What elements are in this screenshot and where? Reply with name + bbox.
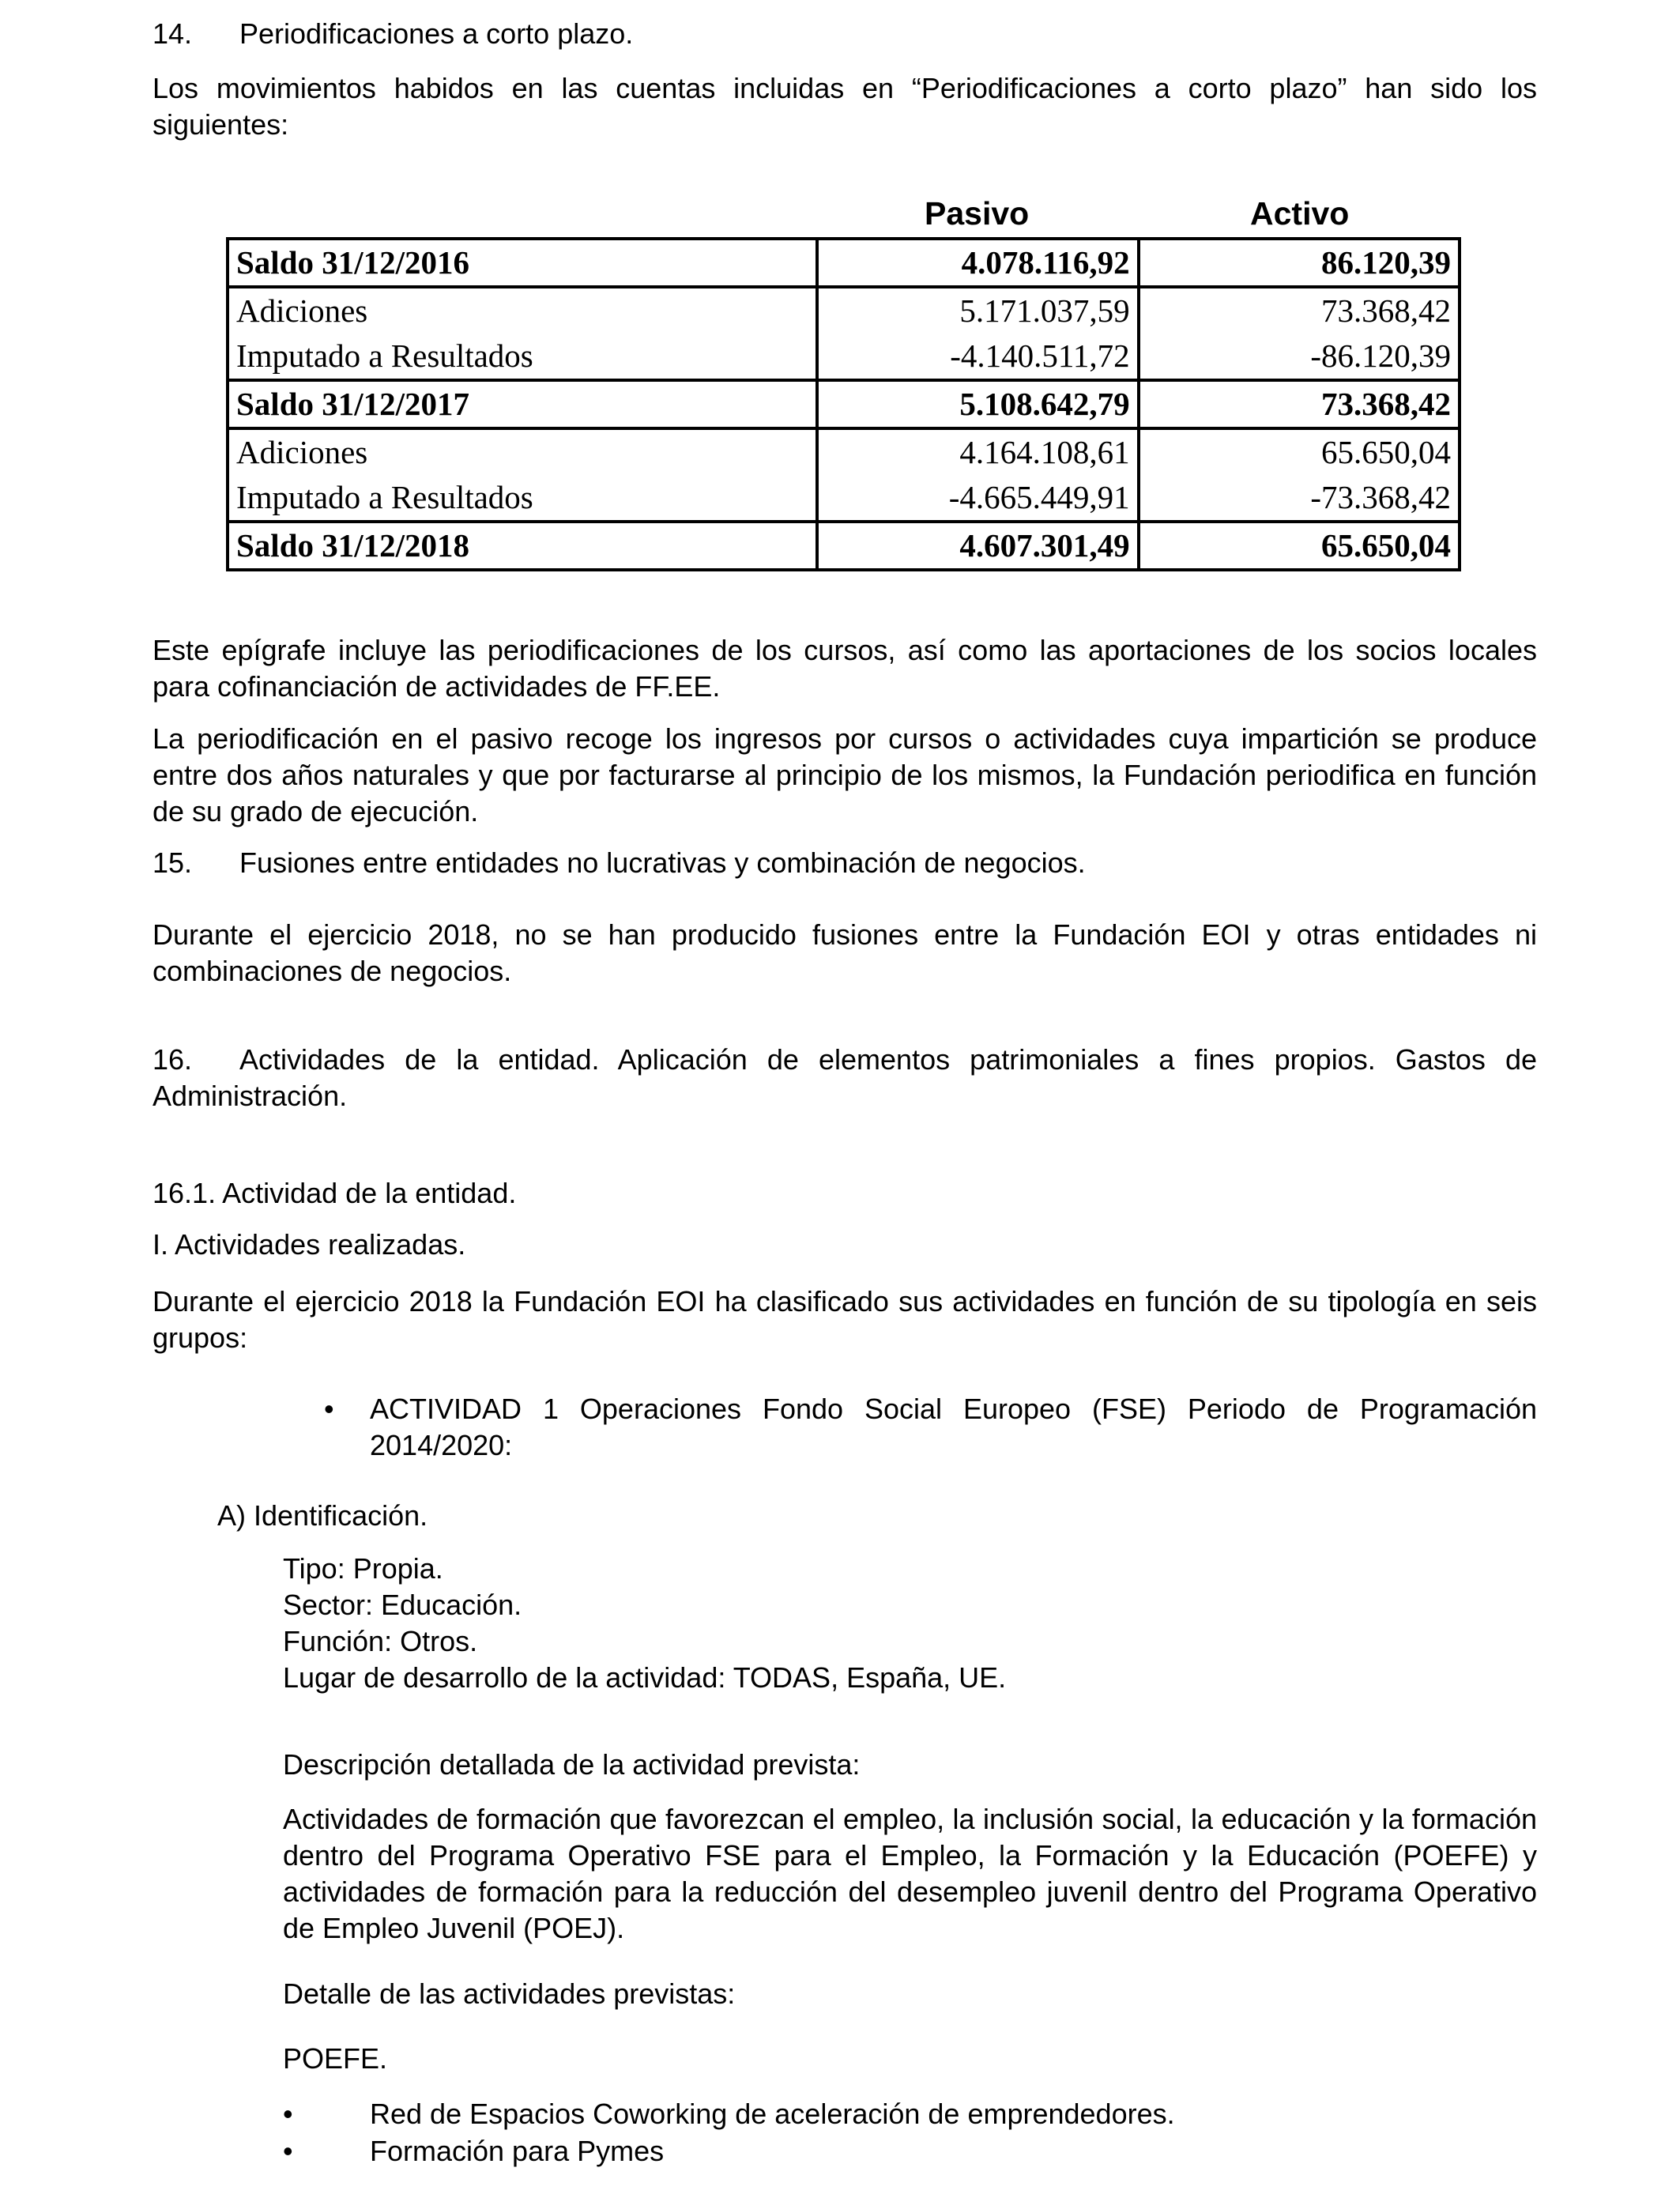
subsection-16-1: 16.1. Actividad de la entidad. xyxy=(153,1177,517,1209)
table-row xyxy=(228,380,1460,428)
column-header-activo: Activo xyxy=(1250,195,1350,232)
pasivo-value: 4.078.116,92 xyxy=(817,239,1138,287)
funcion-line: Función: Otros. xyxy=(283,1625,478,1657)
section-number: 14. xyxy=(153,17,193,50)
pasivo-value: 5.108.642,79 xyxy=(817,380,1138,428)
section-15-heading xyxy=(153,845,1086,881)
bullet-icon: • xyxy=(283,2135,293,2167)
activo-value: 86.120,39 xyxy=(1139,239,1460,287)
table-row xyxy=(228,239,1460,287)
activo-value: -73.368,42 xyxy=(1139,475,1460,522)
periodificaciones-table xyxy=(226,237,1461,571)
row-label: Adiciones xyxy=(228,428,817,475)
activo-value: 65.650,04 xyxy=(1139,428,1460,475)
activities-heading: I. Actividades realizadas. xyxy=(153,1228,466,1261)
row-label: Adiciones xyxy=(228,287,817,334)
section-16-heading xyxy=(153,1042,1537,1114)
table-row xyxy=(228,287,1460,334)
sector-line: Sector: Educación. xyxy=(283,1589,522,1621)
section-15-text: Durante el ejercicio 2018, no se han producido fusiones entre la Fundación EOI y otras entidades ni combinaciones de negocios. xyxy=(153,918,1537,987)
list-item: Red de Espacios Coworking de aceleración de emprendedores. xyxy=(370,2098,1175,2130)
section-title: Fusiones entre entidades no lucrativas y combinación de negocios. xyxy=(239,846,1086,879)
paragraph-epigrafe: Este epígrafe incluye las periodificaciones de los cursos, así como las aportaciones de los socios locales para cofinanciación de actividades de FF.EE. xyxy=(153,634,1537,703)
section-number: 16. xyxy=(153,1043,193,1076)
description-label: Descripción detallada de la actividad prevista: xyxy=(283,1748,861,1781)
pasivo-value: 4.164.108,61 xyxy=(817,428,1138,475)
table-row xyxy=(228,428,1460,475)
pasivo-value: -4.140.511,72 xyxy=(817,334,1138,380)
bullet-icon: • xyxy=(283,2098,293,2130)
section-14-intro: Los movimientos habidos en las cuentas incluidas en “Periodificaciones a corto plazo” han sido los siguientes: xyxy=(153,72,1537,141)
paragraph-pasivo: La periodificación en el pasivo recoge los ingresos por cursos o actividades cuya impartición se produce entre dos años naturales y que por facturarse al principio de los mismos, la Fundación periodifica en función de su grado de ejecución. xyxy=(153,722,1537,827)
pasivo-value: -4.665.449,91 xyxy=(817,475,1138,522)
activities-intro: Durante el ejercicio 2018 la Fundación EOI ha clasificado sus actividades en función de su tipología en seis grupos: xyxy=(153,1285,1537,1354)
row-label: Imputado a Resultados xyxy=(228,475,817,522)
list-item: Formación para Pymes xyxy=(370,2135,665,2167)
section-number: 15. xyxy=(153,846,193,879)
activo-value: 73.368,42 xyxy=(1139,380,1460,428)
column-header-pasivo: Pasivo xyxy=(925,195,1030,232)
section-title: Actividades de la entidad. Aplicación de elementos patrimoniales a fines propios. Gastos de Administración. xyxy=(153,1043,1537,1112)
poefe-label: POEFE. xyxy=(283,2042,388,2075)
row-label: Imputado a Resultados xyxy=(228,334,817,380)
tipo-line: Tipo: Propia. xyxy=(283,1552,443,1585)
lugar-line: Lugar de desarrollo de la actividad: TODAS, España, UE. xyxy=(283,1661,1007,1694)
activo-value: -86.120,39 xyxy=(1139,334,1460,380)
identification-label: A) Identificación. xyxy=(217,1499,428,1532)
pasivo-value: 5.171.037,59 xyxy=(817,287,1138,334)
description-text: Actividades de formación que favorezcan el empleo, la inclusión social, la educación y la formación dentro del Programa Operativo FSE para el Empleo, la Formación y la Educación (POEFE) y actividades de formación para la reducción del desempleo juvenil dentro del Programa Operativo de Empleo Juvenil (POEJ). xyxy=(283,1803,1537,1944)
table-row xyxy=(228,522,1460,570)
table-row xyxy=(228,475,1460,522)
activity-1-title: ACTIVIDAD 1 Operaciones Fondo Social Europeo (FSE) Periodo de Programación 2014/2020: xyxy=(370,1393,1537,1461)
table-row xyxy=(228,334,1460,380)
pasivo-value: 4.607.301,49 xyxy=(817,522,1138,570)
bullet-icon: • xyxy=(324,1393,334,1425)
activo-value: 73.368,42 xyxy=(1139,287,1460,334)
activo-value: 65.650,04 xyxy=(1139,522,1460,570)
row-label: Saldo 31/12/2018 xyxy=(228,522,817,570)
detail-label: Detalle de las actividades previstas: xyxy=(283,1977,736,2010)
section-title: Periodificaciones a corto plazo. xyxy=(239,17,634,50)
row-label: Saldo 31/12/2016 xyxy=(228,239,817,287)
row-label: Saldo 31/12/2017 xyxy=(228,380,817,428)
section-14-heading xyxy=(153,16,633,52)
